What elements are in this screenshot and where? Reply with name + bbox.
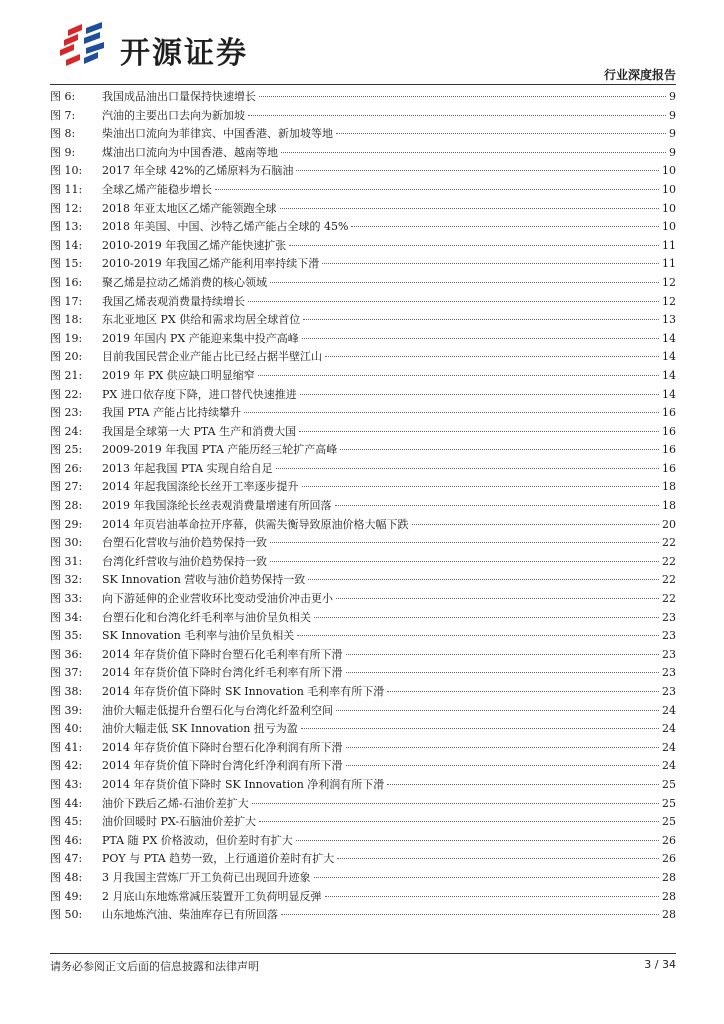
toc-entry[interactable] bbox=[50, 274, 676, 293]
toc-figure-title: 目前我国民营企业产能占比已经占据半壁江山 bbox=[102, 350, 322, 364]
toc-entry[interactable] bbox=[50, 850, 676, 869]
toc-figure-number: 图 17: bbox=[50, 294, 83, 308]
toc-page-number: 16 bbox=[662, 406, 676, 420]
toc-entry[interactable] bbox=[50, 460, 676, 479]
toc-figure-title: 2019 年国内 PX 产能迎来集中投产高峰 bbox=[102, 331, 299, 345]
toc-figure-number: 图 27: bbox=[50, 480, 83, 494]
toc-dot-leader bbox=[248, 301, 659, 302]
toc-dot-leader bbox=[346, 654, 660, 655]
toc-figure-title: SK Innovation 营收与油价趋势保持一致 bbox=[102, 573, 306, 587]
toc-dot-leader bbox=[300, 394, 659, 395]
toc-figure-title: 2019 年我国涤纶长丝表观消费量增速有所回落 bbox=[102, 499, 332, 513]
report-type-label: 行业深度报告 bbox=[603, 68, 676, 82]
header-divider bbox=[50, 84, 676, 85]
toc-figure-number: 图 26: bbox=[50, 461, 83, 475]
toc-figure-title: 山东地炼汽油、柴油库存已有所回落 bbox=[102, 908, 278, 922]
toc-dot-leader bbox=[215, 189, 659, 190]
toc-entry[interactable] bbox=[50, 553, 676, 572]
toc-page-number: 24 bbox=[662, 759, 676, 773]
toc-page-number: 14 bbox=[662, 331, 676, 345]
toc-entry[interactable] bbox=[50, 590, 676, 609]
toc-figure-number: 图 49: bbox=[50, 889, 83, 903]
toc-entry[interactable] bbox=[50, 571, 676, 590]
toc-page-number: 16 bbox=[662, 424, 676, 438]
toc-figure-title: 2014 年存货价值下降时台湾化纤净利润有所下滑 bbox=[102, 759, 343, 773]
toc-figure-title: 2010-2019 年我国乙烯产能利用率持续下滑 bbox=[102, 257, 320, 271]
toc-dot-leader bbox=[336, 598, 659, 599]
footer-divider bbox=[50, 953, 676, 954]
toc-figure-number: 图 48: bbox=[50, 870, 83, 884]
toc-page-number: 11 bbox=[662, 238, 676, 252]
toc-dot-leader bbox=[244, 412, 659, 413]
toc-figure-title: 东北亚地区 PX 供给和需求均居全球首位 bbox=[102, 313, 301, 327]
toc-figure-title: 2014 年存货价值下降时台塑石化净利润有所下滑 bbox=[102, 740, 343, 754]
toc-entry[interactable] bbox=[50, 218, 676, 237]
page-number: 3 / 34 bbox=[644, 958, 676, 971]
toc-entry[interactable] bbox=[50, 832, 676, 851]
toc-page-number: 10 bbox=[662, 182, 676, 196]
toc-figure-number: 图 32: bbox=[50, 573, 83, 587]
toc-page-number: 23 bbox=[662, 629, 676, 643]
toc-page-number: 22 bbox=[662, 573, 676, 587]
toc-figure-title: 2014 年存货价值下降时 SK Innovation 毛利率有所下滑 bbox=[102, 685, 385, 698]
toc-figure-number: 图 6: bbox=[50, 90, 76, 103]
toc-entry[interactable] bbox=[50, 888, 676, 907]
toc-figure-number: 图 10: bbox=[50, 164, 83, 178]
toc-dot-leader bbox=[346, 765, 660, 766]
toc-figure-title: 2 月底山东地炼常减压装置开工负荷明显反弹 bbox=[102, 889, 322, 903]
toc-page-number: 12 bbox=[662, 294, 676, 308]
toc-entry[interactable] bbox=[50, 627, 676, 646]
toc-dot-leader bbox=[258, 375, 659, 376]
toc-entry[interactable] bbox=[50, 757, 676, 776]
toc-figure-title: 2018 年美国、中国、沙特乙烯产能占全球的 45% bbox=[102, 220, 349, 234]
toc-entry[interactable] bbox=[50, 720, 676, 739]
toc-figure-title: 油价大幅走低 SK Innovation 扭亏为盈 bbox=[102, 722, 298, 736]
toc-page-number: 24 bbox=[662, 722, 676, 736]
toc-figure-number: 图 31: bbox=[50, 554, 83, 568]
toc-dot-leader bbox=[252, 803, 659, 804]
toc-figure-title: 台塑石化和台湾化纤毛利率与油价呈负相关 bbox=[102, 610, 311, 624]
toc-entry[interactable] bbox=[50, 795, 676, 814]
toc-figure-title: PX 进口依存度下降，进口替代快速推进 bbox=[102, 387, 297, 401]
toc-figure-number: 图 16: bbox=[50, 275, 83, 289]
toc-figure-number: 图 29: bbox=[50, 517, 83, 531]
toc-page-number: 9 bbox=[669, 127, 676, 141]
toc-figure-number: 图 44: bbox=[50, 796, 83, 810]
toc-entry[interactable] bbox=[50, 330, 676, 349]
toc-figure-number: 图 42: bbox=[50, 759, 83, 773]
toc-figure-number: 图 47: bbox=[50, 852, 83, 866]
company-name: 开源证券 bbox=[120, 36, 248, 71]
toc-figure-number: 图 35: bbox=[50, 629, 83, 643]
toc-dot-leader bbox=[259, 96, 666, 97]
toc-dot-leader bbox=[325, 356, 659, 357]
toc-page-number: 24 bbox=[662, 740, 676, 754]
toc-figure-title: 我国乙烯表观消费量持续增长 bbox=[102, 294, 245, 308]
toc-page-number: 13 bbox=[662, 313, 676, 327]
toc-figure-title: 3 月我国主营炼厂开工负荷已出现回升迹象 bbox=[102, 870, 311, 884]
toc-dot-leader bbox=[336, 710, 659, 711]
toc-page-number: 25 bbox=[662, 777, 676, 791]
toc-figure-title: 2014 年起我国涤纶长丝开工率逐步提升 bbox=[102, 480, 299, 494]
toc-figure-number: 图 19: bbox=[50, 331, 83, 345]
toc-dot-leader bbox=[270, 282, 659, 283]
toc-page-number: 22 bbox=[662, 592, 676, 606]
toc-dot-leader bbox=[302, 338, 659, 339]
toc-page-number: 20 bbox=[662, 517, 676, 531]
toc-entry[interactable] bbox=[50, 497, 676, 516]
toc-entry[interactable] bbox=[50, 906, 676, 925]
toc-page-number: 26 bbox=[662, 852, 676, 866]
toc-dot-leader bbox=[299, 431, 659, 432]
toc-dot-leader bbox=[335, 505, 660, 506]
toc-page-number: 23 bbox=[662, 666, 676, 680]
toc-page-number: 28 bbox=[662, 889, 676, 903]
toc-figure-number: 图 46: bbox=[50, 833, 83, 847]
toc-figure-title: 台湾化纤营收与油价趋势保持一致 bbox=[102, 554, 267, 568]
toc-entry[interactable] bbox=[50, 200, 676, 219]
toc-page-number: 14 bbox=[662, 368, 676, 382]
toc-page-number: 10 bbox=[662, 164, 676, 178]
toc-entry[interactable] bbox=[50, 869, 676, 888]
toc-figure-title: 台塑石化营收与油价趋势保持一致 bbox=[102, 536, 267, 550]
toc-figure-title: 汽油的主要出口去向为新加坡 bbox=[102, 108, 245, 122]
toc-figure-number: 图 9: bbox=[50, 145, 76, 159]
toc-entry[interactable] bbox=[50, 386, 676, 405]
toc-figure-title: 2014 年存货价值下降时台湾化纤毛利率有所下滑 bbox=[102, 666, 343, 680]
toc-figure-number: 图 22: bbox=[50, 387, 83, 401]
toc-entry[interactable] bbox=[50, 534, 676, 553]
toc-figure-number: 图 23: bbox=[50, 406, 83, 420]
kaiyuan-logo-icon bbox=[58, 22, 116, 70]
toc-page-number: 23 bbox=[662, 685, 676, 698]
toc-dot-leader bbox=[346, 747, 660, 748]
toc-entry[interactable] bbox=[50, 162, 676, 181]
footer-disclaimer: 请务必参阅正文后面的信息披露和法律声明 bbox=[50, 960, 259, 973]
toc-figure-title: 2018 年亚太地区乙烯产能领跑全球 bbox=[102, 201, 277, 215]
toc-page-number: 12 bbox=[662, 275, 676, 289]
toc-page-number: 9 bbox=[669, 108, 676, 122]
toc-entry[interactable] bbox=[50, 776, 676, 795]
toc-page-number: 18 bbox=[662, 499, 676, 513]
toc-figure-title: 全球乙烯产能稳步增长 bbox=[102, 182, 212, 196]
toc-entry[interactable] bbox=[50, 348, 676, 367]
toc-page-number: 25 bbox=[662, 815, 676, 829]
toc-entry[interactable] bbox=[50, 646, 676, 665]
toc-figure-number: 图 11: bbox=[50, 182, 83, 196]
toc-figure-title: POY 与 PTA 趋势一致，上行通道价差时有扩大 bbox=[102, 852, 335, 866]
toc-page-number: 22 bbox=[662, 536, 676, 550]
toc-figure-title: 2014 年存货价值下降时台塑石化毛利率有所下滑 bbox=[102, 647, 343, 661]
toc-figure-number: 图 21: bbox=[50, 368, 83, 382]
toc-dot-leader bbox=[297, 635, 659, 636]
toc-dot-leader bbox=[314, 617, 659, 618]
toc-page-number: 11 bbox=[662, 257, 676, 271]
toc-figure-number: 图 18: bbox=[50, 313, 83, 327]
toc-figure-number: 图 25: bbox=[50, 443, 83, 457]
toc-figure-title: 2019 年 PX 供应缺口明显缩窄 bbox=[102, 368, 255, 382]
toc-entry[interactable] bbox=[50, 125, 676, 144]
toc-dot-leader bbox=[289, 245, 659, 246]
toc-dot-leader bbox=[314, 877, 660, 878]
toc-page-number: 16 bbox=[662, 443, 676, 457]
toc-page-number: 10 bbox=[662, 201, 676, 215]
toc-figure-title: 煤油出口流向为中国香港、越南等地 bbox=[102, 145, 278, 159]
toc-dot-leader bbox=[280, 208, 660, 209]
toc-dot-leader bbox=[387, 784, 659, 785]
toc-figure-number: 图 38: bbox=[50, 685, 83, 698]
toc-figure-number: 图 43: bbox=[50, 777, 83, 791]
toc-figure-title: 我国成品油出口量保持快速增长 bbox=[102, 90, 256, 103]
toc-entry[interactable] bbox=[50, 404, 676, 423]
company-logo bbox=[58, 22, 298, 70]
toc-dot-leader bbox=[322, 263, 659, 264]
toc-entry[interactable] bbox=[50, 144, 676, 163]
toc-dot-leader bbox=[346, 672, 660, 673]
toc-figure-number: 图 15: bbox=[50, 257, 83, 271]
toc-dot-leader bbox=[340, 449, 659, 450]
toc-figure-number: 图 30: bbox=[50, 536, 83, 550]
toc-figure-number: 图 36: bbox=[50, 647, 83, 661]
toc-figure-title: 2010-2019 年我国乙烯产能快速扩张 bbox=[102, 238, 287, 252]
toc-entry[interactable] bbox=[50, 441, 676, 460]
toc-dot-leader bbox=[296, 170, 659, 171]
toc-page-number: 25 bbox=[662, 796, 676, 810]
toc-figure-number: 图 20: bbox=[50, 350, 83, 364]
toc-figure-number: 图 28: bbox=[50, 499, 83, 513]
toc-dot-leader bbox=[270, 561, 659, 562]
toc-dot-leader bbox=[302, 486, 660, 487]
toc-figure-title: 2014 年存货价值下降时 SK Innovation 净利润有所下滑 bbox=[102, 777, 385, 791]
toc-page-number: 18 bbox=[662, 480, 676, 494]
toc-page-number: 23 bbox=[662, 610, 676, 624]
toc-figure-title: 2013 年起我国 PTA 实现自给自足 bbox=[102, 461, 273, 475]
toc-entry[interactable] bbox=[50, 423, 676, 442]
toc-entry[interactable] bbox=[50, 664, 676, 683]
toc-page-number: 16 bbox=[662, 461, 676, 475]
toc-figure-title: 油价回暖时 PX-石脑油价差扩大 bbox=[102, 815, 257, 829]
toc-page-number: 9 bbox=[669, 90, 676, 103]
toc-entry[interactable] bbox=[50, 237, 676, 256]
figure-table-of-contents bbox=[50, 88, 676, 925]
toc-dot-leader bbox=[281, 152, 666, 153]
toc-figure-number: 图 34: bbox=[50, 610, 83, 624]
toc-page-number: 14 bbox=[662, 387, 676, 401]
toc-dot-leader bbox=[303, 319, 659, 320]
toc-dot-leader bbox=[301, 728, 659, 729]
toc-page-number: 14 bbox=[662, 350, 676, 364]
toc-entry[interactable] bbox=[50, 367, 676, 386]
toc-figure-number: 图 37: bbox=[50, 666, 83, 680]
toc-dot-leader bbox=[336, 133, 666, 134]
toc-entry[interactable] bbox=[50, 478, 676, 497]
toc-figure-number: 图 13: bbox=[50, 220, 83, 234]
toc-entry[interactable] bbox=[50, 702, 676, 721]
toc-dot-leader bbox=[259, 821, 659, 822]
toc-figure-number: 图 33: bbox=[50, 592, 83, 606]
toc-figure-number: 图 12: bbox=[50, 201, 83, 215]
toc-dot-leader bbox=[351, 226, 659, 227]
toc-page-number: 28 bbox=[662, 870, 676, 884]
toc-figure-number: 图 40: bbox=[50, 722, 83, 736]
toc-page-number: 22 bbox=[662, 554, 676, 568]
toc-dot-leader bbox=[337, 858, 659, 859]
toc-entry[interactable] bbox=[50, 107, 676, 126]
toc-entry[interactable] bbox=[50, 293, 676, 312]
toc-dot-leader bbox=[308, 579, 659, 580]
toc-figure-title: 2009-2019 年我国 PTA 产能历经三轮扩产高峰 bbox=[102, 443, 338, 457]
toc-entry[interactable] bbox=[50, 181, 676, 200]
toc-figure-title: SK Innovation 毛利率与油价呈负相关 bbox=[102, 629, 295, 643]
toc-dot-leader bbox=[387, 691, 659, 692]
toc-dot-leader bbox=[412, 524, 660, 525]
toc-entry[interactable] bbox=[50, 516, 676, 535]
toc-figure-number: 图 41: bbox=[50, 740, 83, 754]
toc-figure-title: 2017 年全球 42%的乙烯原料为石脑油 bbox=[102, 164, 294, 178]
toc-figure-title: 聚乙烯是拉动乙烯消费的核心领域 bbox=[102, 275, 267, 289]
toc-entry[interactable] bbox=[50, 609, 676, 628]
toc-dot-leader bbox=[248, 115, 666, 116]
toc-entry[interactable] bbox=[50, 88, 676, 107]
toc-figure-title: 向下游延伸的企业营收环比变动受油价冲击更小 bbox=[102, 592, 333, 606]
toc-figure-number: 图 8: bbox=[50, 127, 76, 141]
toc-dot-leader bbox=[296, 840, 659, 841]
toc-entry[interactable] bbox=[50, 311, 676, 330]
toc-figure-title: 2014 年页岩油革命拉开序幕，供需失衡导致原油价格大幅下跌 bbox=[102, 517, 409, 531]
toc-dot-leader bbox=[276, 468, 659, 469]
toc-entry[interactable] bbox=[50, 739, 676, 758]
toc-page-number: 26 bbox=[662, 833, 676, 847]
toc-figure-number: 图 45: bbox=[50, 815, 83, 829]
toc-page-number: 9 bbox=[669, 145, 676, 159]
toc-figure-title: 柴油出口流向为菲律宾、中国香港、新加坡等地 bbox=[102, 127, 333, 141]
toc-figure-number: 图 14: bbox=[50, 238, 83, 252]
toc-figure-title: 我国 PTA 产能占比持续攀升 bbox=[102, 406, 242, 420]
toc-dot-leader bbox=[281, 914, 659, 915]
toc-figure-title: 油价下跌后乙烯-石油价差扩大 bbox=[102, 796, 249, 810]
toc-figure-title: 我国是全球第一大 PTA 生产和消费大国 bbox=[102, 424, 297, 438]
toc-entry[interactable] bbox=[50, 683, 676, 702]
toc-page-number: 10 bbox=[662, 220, 676, 234]
toc-figure-number: 图 39: bbox=[50, 703, 83, 717]
toc-page-number: 24 bbox=[662, 703, 676, 717]
toc-page-number: 23 bbox=[662, 647, 676, 661]
toc-figure-title: 油价大幅走低提升台塑石化与台湾化纤盈利空间 bbox=[102, 703, 333, 717]
toc-dot-leader bbox=[270, 542, 659, 543]
toc-dot-leader bbox=[325, 896, 660, 897]
toc-entry[interactable] bbox=[50, 813, 676, 832]
toc-figure-title: PTA 随 PX 价格波动，但价差时有扩大 bbox=[102, 833, 293, 847]
toc-figure-number: 图 50: bbox=[50, 908, 83, 922]
toc-entry[interactable] bbox=[50, 255, 676, 274]
toc-page-number: 28 bbox=[662, 908, 676, 922]
toc-figure-number: 图 7: bbox=[50, 108, 76, 122]
toc-figure-number: 图 24: bbox=[50, 424, 83, 438]
